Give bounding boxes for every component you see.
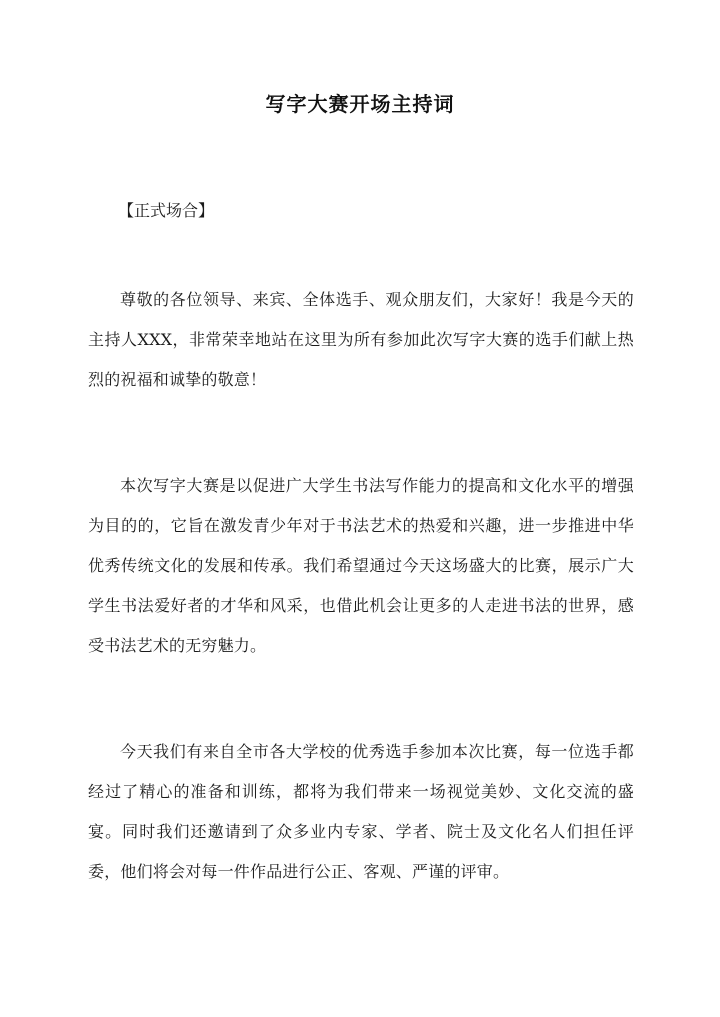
paragraph-2: 本次写字大赛是以促进广大学生书法写作能力的提高和文化水平的增强为目的的，它旨在激发青少年对于书法艺术的热爱和兴趣，进一步推进中华优秀传统文化的发展和传承。我们希望通过今天这场盛大的比赛，展示广大学生书法爱好者的才华和风采，也借此机会让更多的人走进书法的世界，感受书法艺术的无穷魅力。	[88, 476, 634, 655]
document-title: 写字大赛开场主持词	[265, 92, 455, 116]
paragraph-3: 今天我们有来自全市各大学校的优秀选手参加本次比赛，每一位选手都经过了精心的准备和训练，都将为我们带来一场视觉美妙、文化交流的盛宴。同时我们还邀请到了众多业内专家、学者、院士及文化名人们担任评委，他们将会对每一件作品进行公正、客观、严谨的评审。	[88, 742, 634, 881]
paragraph-1: 尊敬的各位领导、来宾、全体选手、观众朋友们，大家好！我是今天的主持人XXX，非常荣幸地站在这里为所有参加此次写字大赛的选手们献上热烈的祝福和诚挚的敬意！	[88, 290, 634, 389]
section-label: 【正式场合】	[118, 201, 215, 220]
